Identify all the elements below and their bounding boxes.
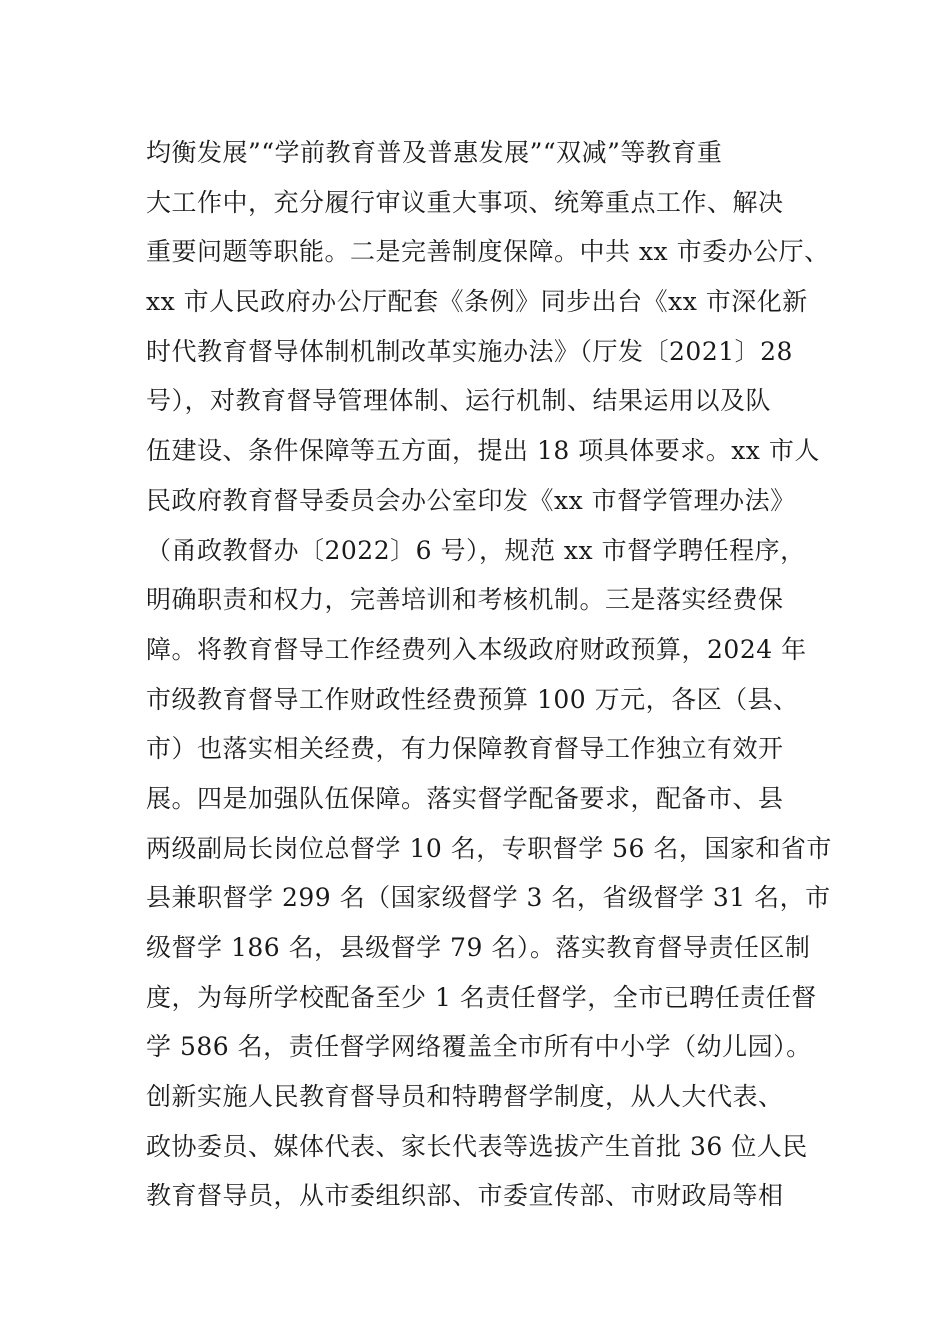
text-line: 展。四是加强队伍保障。落实督学配备要求，配备市、县 <box>146 783 784 813</box>
text-line: 伍建设、条件保障等五方面，提出 18 项具体要求。xx 市人 <box>146 436 820 466</box>
text-line: 两级副局长岗位总督学 10 名，专职督学 56 名，国家和省市 <box>146 833 832 863</box>
text-line: 号），对教育督导管理体制、运行机制、结果运用以及队 <box>146 386 772 416</box>
text-line: 学 586 名，责任督学网络覆盖全市所有中小学（幼儿园）。 <box>146 1032 812 1062</box>
text-line: 级督学 186 名，县级督学 79 名）。落实教育督导责任区制 <box>146 933 811 962</box>
text-line: 市）也落实相关经费，有力保障教育督导工作独立有效开 <box>146 734 784 764</box>
text-line: 度，为每所学校配备至少 1 名责任督学，全市已聘任责任督 <box>146 982 817 1012</box>
text-line: 教育督导员，从市委组织部、市委宣传部、市财政局等相 <box>146 1181 784 1211</box>
text-line: 重要问题等职能。二是完善制度保障。中共 xx 市委办公厅、 <box>146 237 830 267</box>
text-line: 创新实施人民教育督导员和特聘督学制度，从人大代表、 <box>146 1082 784 1112</box>
text-line: 市级教育督导工作财政性经费预算 100 万元，各区（县、 <box>146 684 799 714</box>
text-line: （甬政教督办〔2022〕6 号），规范 xx 市督学聘任程序， <box>146 535 806 565</box>
text-line: 明确职责和权力，完善培训和考核机制。三是落实经费保 <box>146 585 784 615</box>
text-line: xx 市人民政府办公厅配套《条例》同步出台《xx 市深化新 <box>146 287 808 317</box>
text-line: 县兼职督学 299 名（国家级督学 3 名，省级督学 31 名，市 <box>146 883 831 913</box>
text-line: 均衡发展”“学前教育普及普惠发展”“双减”等教育重 <box>146 138 723 167</box>
text-line: 民政府教育督导委员会办公室印发《xx 市督学管理办法》 <box>146 485 796 515</box>
body-text <box>146 132 832 1225</box>
text-line: 大工作中，充分履行审议重大事项、统筹重点工作、解决 <box>146 187 784 217</box>
text-line: 时代教育督导体制机制改革实施办法》（厅发〔2021〕28 <box>146 336 793 366</box>
text-line: 政协委员、媒体代表、家长代表等选拔产生首批 36 位人民 <box>146 1131 808 1161</box>
text-line: 障。将教育督导工作经费列入本级政府财政预算，2024 年 <box>146 634 807 664</box>
